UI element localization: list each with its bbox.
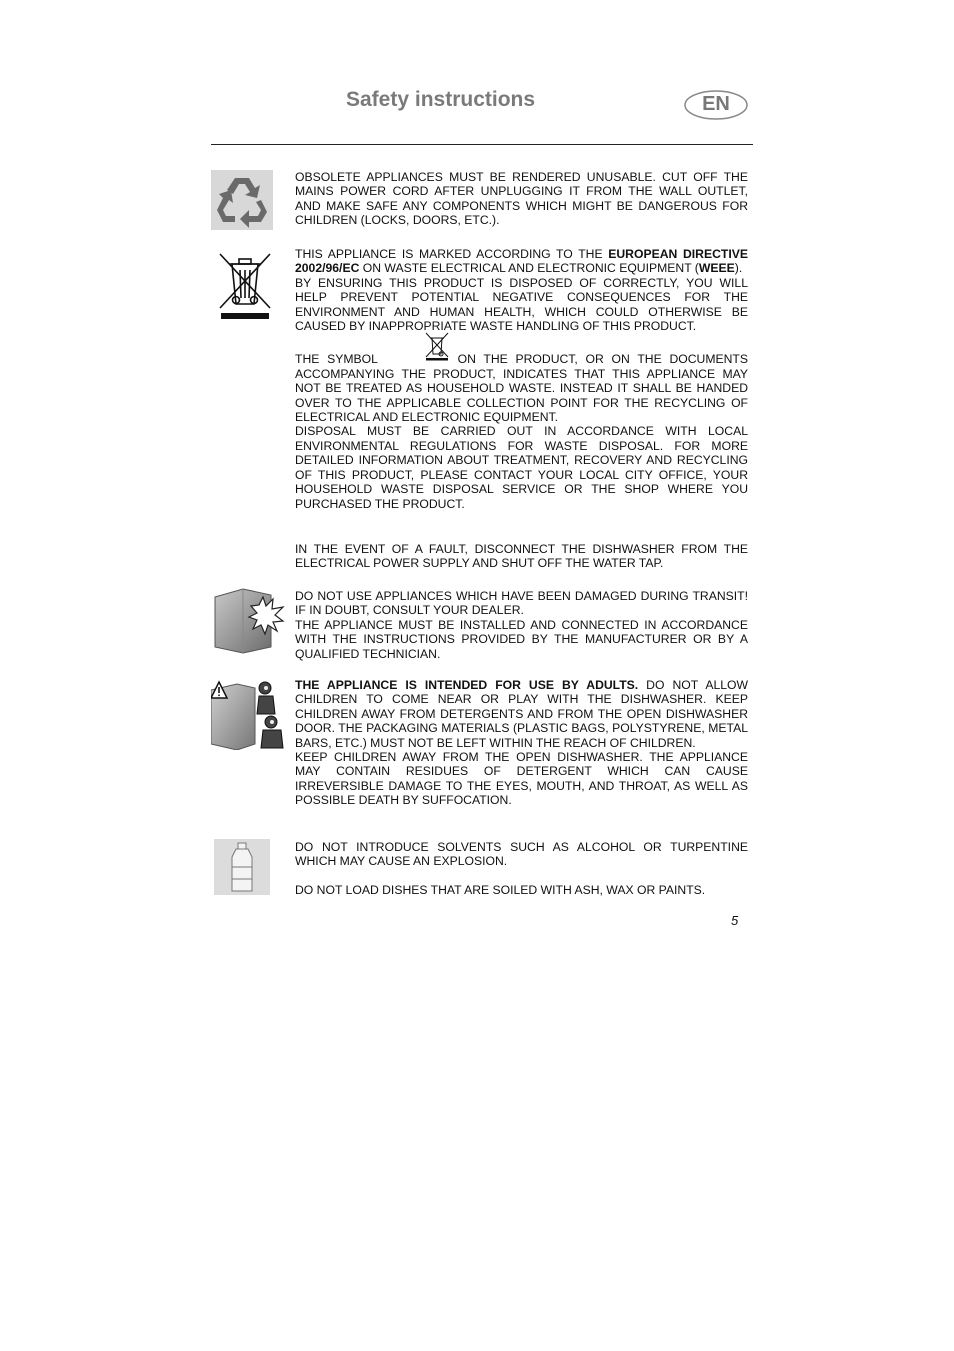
weee-paragraph-3 bbox=[295, 349, 748, 424]
weee-paragraph-2: BY ENSURING THIS PRODUCT IS DISPOSED OF CORRECTLY, YOU WILL HELP PREVENT POTENTIAL NEGATIVE CONSEQUENCES FOR THE ENVIRONMENT AND HUMAN HEALTH, WHICH COULD OTHERWISE BE CAUSED BY INAPPROPRIATE WASTE HANDLING OF THIS PRODUCT. bbox=[295, 275, 748, 334]
children-p1-rest: DO NOT ALLOW CHILDREN TO COME NEAR OR PLAY WITH THE DISHWASHER. KEEP CHILDREN AWAY FROM DETERGENTS AND FROM THE OPEN DISHWASHER DOOR. THE PACKAGING MATERIALS (PLASTIC BAGS, POLYSTYRENE, METAL BARS, ETC.) MUST NOT BE LEFT WITHIN THE REACH OF CHILDREN. bbox=[295, 678, 748, 750]
small-crossed-bin-icon bbox=[424, 349, 450, 363]
fault-paragraph: IN THE EVENT OF A FAULT, DISCONNECT THE DISHWASHER FROM THE ELECTRICAL POWER SUPPLY AND SHUT OFF THE WATER TAP. bbox=[295, 542, 748, 571]
solvents-paragraph-2: DO NOT LOAD DISHES THAT ARE SOILED WITH ASH, WAX OR PAINTS. bbox=[295, 883, 706, 898]
damaged-appliance-text bbox=[295, 589, 748, 661]
damaged-paragraph-1: DO NOT USE APPLIANCES WHICH HAVE BEEN DAMAGED DURING TRANSIT! IF IN DOUBT, CONSULT YOUR DEALER. bbox=[295, 589, 748, 618]
language-badge bbox=[684, 90, 748, 120]
weee-p1-prefix: THIS APPLIANCE IS MARKED ACCORDING TO THE bbox=[295, 247, 609, 261]
damaged-paragraph-2: THE APPLIANCE MUST BE INSTALLED AND CONNECTED IN ACCORDANCE WITH THE INSTRUCTIONS PROVIDED BY THE MANUFACTURER OR BY A QUALIFIED TECHNICIAN. bbox=[295, 617, 748, 661]
weee-directive-text bbox=[295, 247, 748, 511]
page-number: 5 bbox=[731, 913, 739, 928]
header-divider bbox=[211, 144, 753, 145]
children-paragraph-2: KEEP CHILDREN AWAY FROM THE OPEN DISHWASHER. THE APPLIANCE MAY CONTAIN RESIDUES OF DETERGENT WHICH CAN CAUSE IRREVERSIBLE DAMAGE TO THE EYES, MOUTH, AND THROAT, AS WELL AS POSSIBLE DEATH BY SUFFOCATION. bbox=[295, 750, 748, 808]
recycle-icon bbox=[211, 170, 273, 235]
obsolete-appliances-text bbox=[295, 170, 748, 228]
adults-only-notice: THE APPLIANCE IS INTENDED FOR USE BY ADULTS. bbox=[295, 678, 639, 692]
solvents-paragraph-1: DO NOT INTRODUCE SOLVENTS SUCH AS ALCOHOL OR TURPENTINE WHICH MAY CAUSE AN EXPLOSION. bbox=[295, 840, 748, 869]
weee-directive-name: EUROPEAN DIRECTIVE 2002/96/EC bbox=[295, 247, 748, 276]
children-warning-icon bbox=[211, 678, 285, 755]
solvent-bottle-icon bbox=[214, 839, 270, 900]
crossed-out-bin-icon bbox=[216, 250, 274, 327]
weee-p3-prefix: THE SYMBOL bbox=[295, 352, 386, 367]
solvents-text bbox=[295, 840, 748, 898]
fault-text bbox=[295, 542, 748, 571]
weee-p1-middle: ON WASTE ELECTRICAL AND ELECTRONIC EQUIPMENT ( bbox=[359, 261, 699, 276]
damaged-appliance-icon bbox=[213, 587, 285, 660]
weee-p1-suffix: ). bbox=[734, 261, 743, 276]
weee-paragraph-1 bbox=[295, 247, 748, 276]
page-title: Safety instructions bbox=[346, 88, 536, 111]
weee-paragraph-4: DISPOSAL MUST BE CARRIED OUT IN ACCORDANCE WITH LOCAL ENVIRONMENTAL REGULATIONS FOR WASTE DISPOSAL. FOR MORE DETAILED INFORMATION ABOUT TREATMENT, RECOVERY AND RECYCLING OF THIS PRODUCT, PLEASE CONTACT YOUR LOCAL CITY OFFICE, YOUR HOUSEHOLD WASTE DISPOSAL SERVICE OR THE SHOP WHERE YOU PURCHASED THE PRODUCT. bbox=[295, 424, 748, 511]
weee-acronym: WEEE bbox=[698, 261, 735, 276]
weee-p3-suffix: ON THE PRODUCT, OR ON THE DOCUMENTS ACCOMPANYING THE PRODUCT, INDICATES THAT THIS APPLIANCE MAY NOT BE TREATED AS HOUSEHOLD WASTE. INSTEAD IT SHALL BE HANDED OVER TO THE APPLICABLE COLLECTION POINT FOR THE RECYCLING OF ELECTRICAL AND ELECTRONIC EQUIPMENT. bbox=[295, 352, 748, 425]
obsolete-paragraph: OBSOLETE APPLIANCES MUST BE RENDERED UNUSABLE. CUT OFF THE MAINS POWER CORD AFTER UNPLUGGING IT FROM THE WALL OUTLET, AND MAKE SAFE ANY COMPONENTS WHICH MIGHT BE DANGEROUS FOR CHILDREN (LOCKS, DOORS, ETC.). bbox=[295, 170, 748, 228]
language-code: EN bbox=[702, 93, 730, 115]
children-safety-text bbox=[295, 678, 748, 808]
children-paragraph-1 bbox=[295, 678, 748, 750]
